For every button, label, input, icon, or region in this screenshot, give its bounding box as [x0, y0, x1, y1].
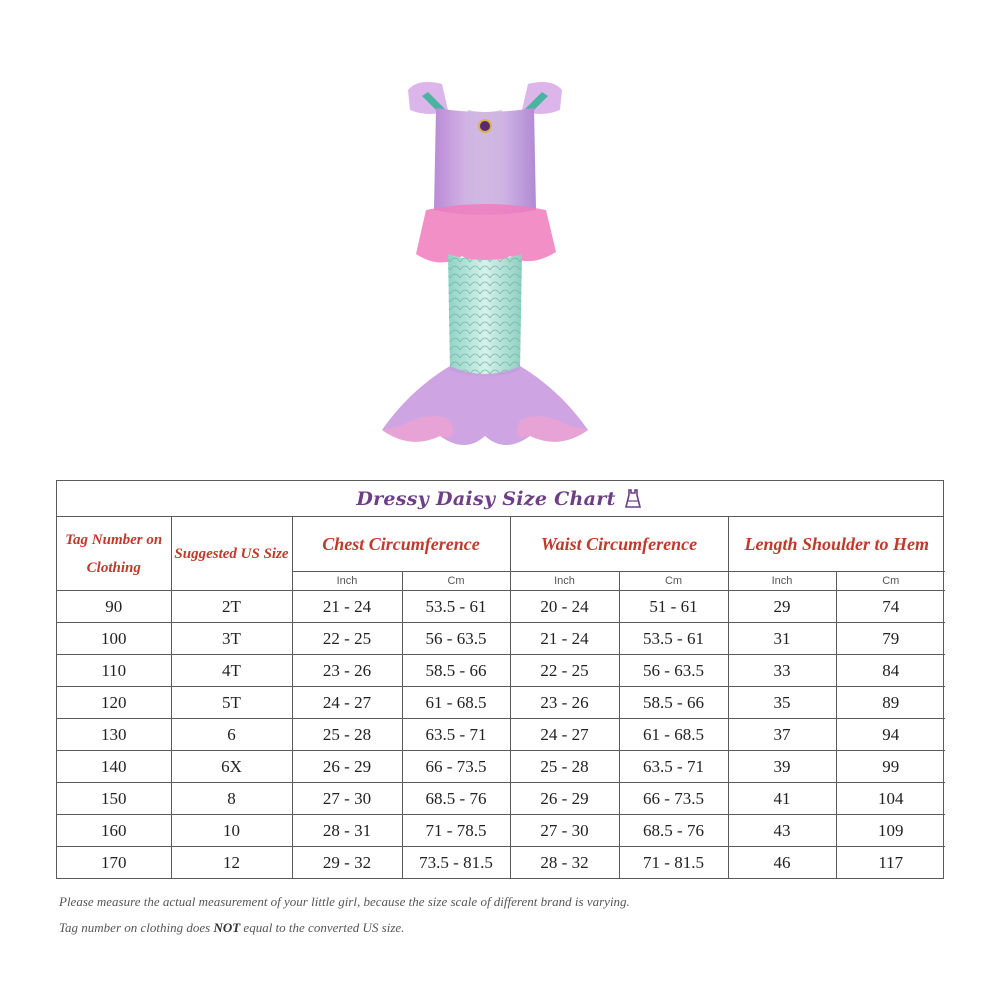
note-tag-prefix: Tag number on clothing does — [59, 920, 214, 935]
cell-chest-cm: 63.5 - 71 — [402, 719, 510, 751]
cell-chest-inch: 24 - 27 — [292, 687, 402, 719]
size-notes — [59, 889, 939, 941]
cell-length-inch: 37 — [728, 719, 836, 751]
cell-waist-inch: 21 - 24 — [510, 623, 619, 655]
cell-chest-cm: 53.5 - 61 — [402, 591, 510, 623]
cell-length-inch: 29 — [728, 591, 836, 623]
cell-chest-inch: 25 - 28 — [292, 719, 402, 751]
cell-length-inch: 33 — [728, 655, 836, 687]
size-chart — [56, 480, 944, 879]
cell-chest-cm: 71 - 78.5 — [402, 815, 510, 847]
header-chest: Chest Circumference — [292, 517, 510, 572]
cell-length-cm: 99 — [836, 751, 945, 783]
unit-length-inch: Inch — [728, 572, 836, 591]
table-row — [57, 687, 945, 719]
cell-tag: 170 — [57, 847, 171, 879]
note-measure: Please measure the actual measurement of your little girl, because the size scale of different brand is varying. — [59, 894, 630, 909]
header-waist: Waist Circumference — [510, 517, 728, 572]
cell-chest-inch: 28 - 31 — [292, 815, 402, 847]
cell-us-size: 6 — [171, 719, 292, 751]
unit-waist-inch: Inch — [510, 572, 619, 591]
cell-chest-cm: 61 - 68.5 — [402, 687, 510, 719]
note-tag-suffix: equal to the converted US size. — [240, 920, 405, 935]
cell-us-size: 4T — [171, 655, 292, 687]
dress-icon — [622, 488, 644, 510]
cell-waist-inch: 27 - 30 — [510, 815, 619, 847]
cell-chest-inch: 26 - 29 — [292, 751, 402, 783]
table-row — [57, 591, 945, 623]
cell-waist-cm: 66 - 73.5 — [619, 783, 728, 815]
cell-tag: 90 — [57, 591, 171, 623]
cell-waist-inch: 24 - 27 — [510, 719, 619, 751]
cell-chest-inch: 21 - 24 — [292, 591, 402, 623]
cell-chest-cm: 58.5 - 66 — [402, 655, 510, 687]
cell-waist-cm: 58.5 - 66 — [619, 687, 728, 719]
cell-waist-inch: 22 - 25 — [510, 655, 619, 687]
cell-waist-cm: 53.5 - 61 — [619, 623, 728, 655]
table-row — [57, 783, 945, 815]
cell-length-cm: 94 — [836, 719, 945, 751]
cell-chest-cm: 73.5 - 81.5 — [402, 847, 510, 879]
cell-length-inch: 31 — [728, 623, 836, 655]
cell-chest-inch: 22 - 25 — [292, 623, 402, 655]
cell-length-inch: 41 — [728, 783, 836, 815]
unit-length-cm: Cm — [836, 572, 945, 591]
cell-us-size: 10 — [171, 815, 292, 847]
header-us-size: Suggested US Size — [171, 517, 292, 591]
cell-length-inch: 46 — [728, 847, 836, 879]
table-row — [57, 815, 945, 847]
cell-tag: 100 — [57, 623, 171, 655]
table-row — [57, 623, 945, 655]
header-row — [57, 517, 945, 572]
cell-waist-inch: 20 - 24 — [510, 591, 619, 623]
cell-tag: 140 — [57, 751, 171, 783]
cell-waist-inch: 23 - 26 — [510, 687, 619, 719]
cell-waist-cm: 71 - 81.5 — [619, 847, 728, 879]
cell-tag: 110 — [57, 655, 171, 687]
unit-waist-cm: Cm — [619, 572, 728, 591]
cell-us-size: 8 — [171, 783, 292, 815]
cell-us-size: 12 — [171, 847, 292, 879]
cell-waist-cm: 68.5 - 76 — [619, 815, 728, 847]
table-row — [57, 719, 945, 751]
cell-length-cm: 89 — [836, 687, 945, 719]
mermaid-dress-image — [370, 70, 600, 460]
note-tag-emphasis: NOT — [213, 920, 241, 935]
unit-chest-cm: Cm — [402, 572, 510, 591]
cell-chest-inch: 23 - 26 — [292, 655, 402, 687]
cell-length-cm: 117 — [836, 847, 945, 879]
cell-us-size: 3T — [171, 623, 292, 655]
chart-title: Dressy Daisy Size Chart — [356, 487, 616, 510]
cell-tag: 120 — [57, 687, 171, 719]
header-tag-number: Tag Number on Clothing — [57, 517, 171, 591]
header-length: Length Shoulder to Hem — [728, 517, 945, 572]
cell-waist-cm: 63.5 - 71 — [619, 751, 728, 783]
cell-length-inch: 43 — [728, 815, 836, 847]
cell-length-cm: 109 — [836, 815, 945, 847]
cell-length-cm: 79 — [836, 623, 945, 655]
cell-waist-cm: 56 - 63.5 — [619, 655, 728, 687]
cell-chest-inch: 27 - 30 — [292, 783, 402, 815]
cell-waist-cm: 51 - 61 — [619, 591, 728, 623]
cell-length-inch: 39 — [728, 751, 836, 783]
cell-waist-inch: 28 - 32 — [510, 847, 619, 879]
size-table — [57, 517, 945, 878]
cell-waist-inch: 25 - 28 — [510, 751, 619, 783]
cell-chest-inch: 29 - 32 — [292, 847, 402, 879]
table-row — [57, 847, 945, 879]
cell-tag: 150 — [57, 783, 171, 815]
table-row — [57, 655, 945, 687]
cell-chest-cm: 56 - 63.5 — [402, 623, 510, 655]
note-tag-number — [59, 915, 939, 941]
cell-length-cm: 74 — [836, 591, 945, 623]
table-row — [57, 751, 945, 783]
cell-tag: 160 — [57, 815, 171, 847]
chart-title-row — [57, 481, 943, 517]
unit-chest-inch: Inch — [292, 572, 402, 591]
cell-tag: 130 — [57, 719, 171, 751]
cell-length-cm: 104 — [836, 783, 945, 815]
cell-us-size: 5T — [171, 687, 292, 719]
cell-us-size: 6X — [171, 751, 292, 783]
cell-waist-cm: 61 - 68.5 — [619, 719, 728, 751]
cell-chest-cm: 66 - 73.5 — [402, 751, 510, 783]
cell-length-inch: 35 — [728, 687, 836, 719]
cell-chest-cm: 68.5 - 76 — [402, 783, 510, 815]
cell-length-cm: 84 — [836, 655, 945, 687]
cell-us-size: 2T — [171, 591, 292, 623]
cell-waist-inch: 26 - 29 — [510, 783, 619, 815]
